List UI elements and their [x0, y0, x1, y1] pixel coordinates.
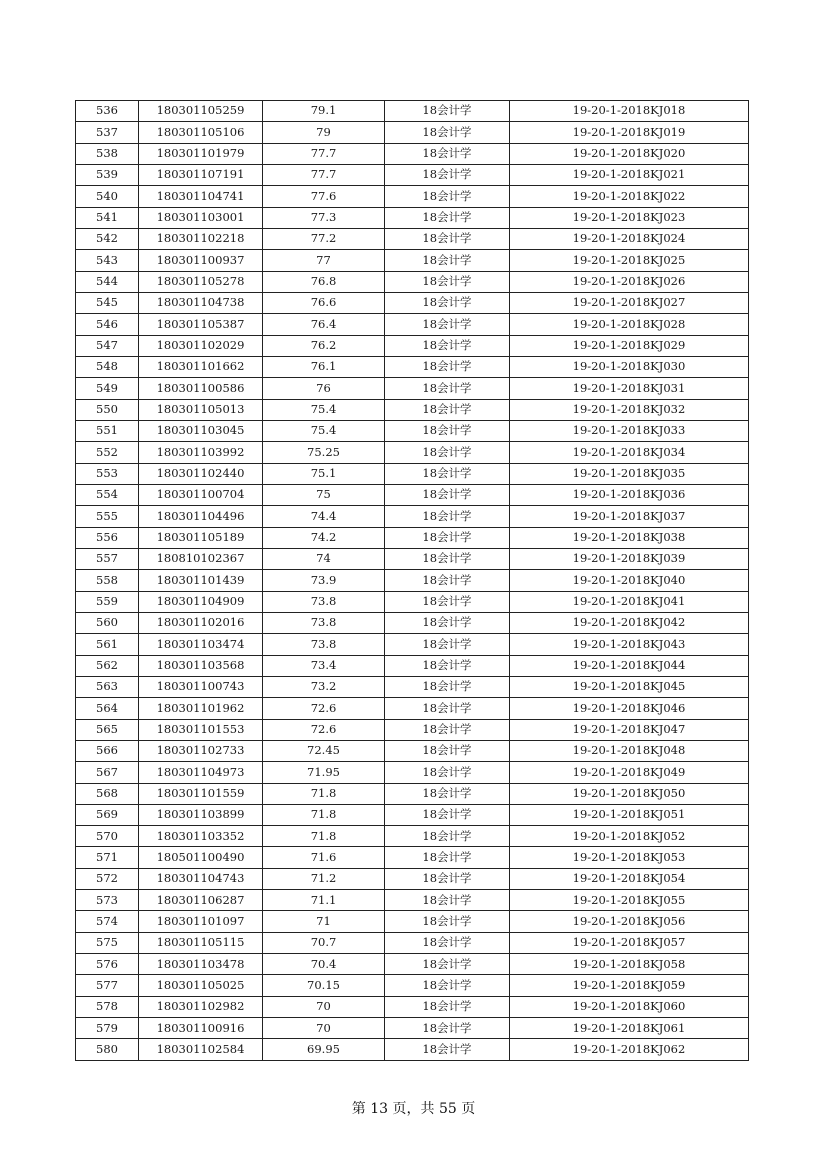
class-name-cell: 18会计学 [385, 954, 510, 975]
student-id-cell: 180301101553 [139, 719, 263, 740]
row-number-cell: 540 [76, 186, 139, 207]
student-id-cell: 180301105115 [139, 932, 263, 953]
table-row [76, 676, 749, 697]
record-code-cell: 19-20-1-2018KJ022 [510, 186, 749, 207]
row-number-cell: 547 [76, 335, 139, 356]
score-cell: 77.7 [263, 164, 385, 185]
row-number-cell: 559 [76, 591, 139, 612]
score-cell: 71.6 [263, 847, 385, 868]
student-id-cell: 180301102029 [139, 335, 263, 356]
row-number-cell: 557 [76, 548, 139, 569]
table-row [76, 740, 749, 761]
student-id-cell: 180301100916 [139, 1018, 263, 1039]
score-cell: 73.8 [263, 612, 385, 633]
row-number-cell: 571 [76, 847, 139, 868]
student-id-cell: 180301102982 [139, 996, 263, 1017]
row-number-cell: 555 [76, 506, 139, 527]
score-cell: 71.1 [263, 890, 385, 911]
row-number-cell: 554 [76, 484, 139, 505]
class-name-cell: 18会计学 [385, 570, 510, 591]
row-number-cell: 580 [76, 1039, 139, 1060]
score-cell: 71.8 [263, 783, 385, 804]
table-row [76, 207, 749, 228]
class-name-cell: 18会计学 [385, 207, 510, 228]
score-cell: 70.7 [263, 932, 385, 953]
student-id-cell: 180301105106 [139, 122, 263, 143]
class-name-cell: 18会计学 [385, 378, 510, 399]
table-row [76, 122, 749, 143]
score-cell: 77.3 [263, 207, 385, 228]
student-id-cell: 180301107191 [139, 164, 263, 185]
record-code-cell: 19-20-1-2018KJ060 [510, 996, 749, 1017]
record-code-cell: 19-20-1-2018KJ043 [510, 634, 749, 655]
score-cell: 76.1 [263, 356, 385, 377]
record-code-cell: 19-20-1-2018KJ061 [510, 1018, 749, 1039]
score-table [75, 100, 749, 1061]
row-number-cell: 568 [76, 783, 139, 804]
student-id-cell: 180301101962 [139, 698, 263, 719]
score-cell: 77.2 [263, 228, 385, 249]
score-cell: 72.6 [263, 698, 385, 719]
score-cell: 71.95 [263, 762, 385, 783]
table-row [76, 996, 749, 1017]
class-name-cell: 18会计学 [385, 634, 510, 655]
record-code-cell: 19-20-1-2018KJ059 [510, 975, 749, 996]
class-name-cell: 18会计学 [385, 655, 510, 676]
student-id-cell: 180301101979 [139, 143, 263, 164]
score-cell: 77.7 [263, 143, 385, 164]
score-cell: 72.45 [263, 740, 385, 761]
table-row [76, 356, 749, 377]
table-row [76, 826, 749, 847]
record-code-cell: 19-20-1-2018KJ045 [510, 676, 749, 697]
score-cell: 72.6 [263, 719, 385, 740]
record-code-cell: 19-20-1-2018KJ037 [510, 506, 749, 527]
score-cell: 75.4 [263, 399, 385, 420]
score-cell: 71.8 [263, 804, 385, 825]
table-row [76, 932, 749, 953]
student-id-cell: 180301103001 [139, 207, 263, 228]
record-code-cell: 19-20-1-2018KJ032 [510, 399, 749, 420]
row-number-cell: 563 [76, 676, 139, 697]
row-number-cell: 572 [76, 868, 139, 889]
row-number-cell: 549 [76, 378, 139, 399]
table-row [76, 634, 749, 655]
student-id-cell: 180301101439 [139, 570, 263, 591]
record-code-cell: 19-20-1-2018KJ055 [510, 890, 749, 911]
score-cell: 75.4 [263, 420, 385, 441]
table-row [76, 890, 749, 911]
student-id-cell: 180301105189 [139, 527, 263, 548]
record-code-cell: 19-20-1-2018KJ029 [510, 335, 749, 356]
record-code-cell: 19-20-1-2018KJ049 [510, 762, 749, 783]
student-id-cell: 180301103899 [139, 804, 263, 825]
score-cell: 79.1 [263, 101, 385, 122]
table-row [76, 271, 749, 292]
table-row [76, 314, 749, 335]
table-row [76, 228, 749, 249]
student-id-cell: 180301101097 [139, 911, 263, 932]
record-code-cell: 19-20-1-2018KJ058 [510, 954, 749, 975]
record-code-cell: 19-20-1-2018KJ025 [510, 250, 749, 271]
table-row [76, 506, 749, 527]
row-number-cell: 574 [76, 911, 139, 932]
class-name-cell: 18会计学 [385, 868, 510, 889]
score-cell: 73.8 [263, 591, 385, 612]
student-id-cell: 180301103568 [139, 655, 263, 676]
row-number-cell: 544 [76, 271, 139, 292]
student-id-cell: 180301103045 [139, 420, 263, 441]
record-code-cell: 19-20-1-2018KJ031 [510, 378, 749, 399]
score-cell: 74 [263, 548, 385, 569]
row-number-cell: 578 [76, 996, 139, 1017]
page-footer: 第 13 页，共 55 页 [351, 1101, 476, 1117]
class-name-cell: 18会计学 [385, 506, 510, 527]
class-name-cell: 18会计学 [385, 804, 510, 825]
row-number-cell: 560 [76, 612, 139, 633]
score-cell: 71.8 [263, 826, 385, 847]
record-code-cell: 19-20-1-2018KJ051 [510, 804, 749, 825]
table-row [76, 548, 749, 569]
record-code-cell: 19-20-1-2018KJ038 [510, 527, 749, 548]
score-cell: 76.8 [263, 271, 385, 292]
row-number-cell: 566 [76, 740, 139, 761]
class-name-cell: 18会计学 [385, 101, 510, 122]
table-row [76, 698, 749, 719]
score-cell: 75.1 [263, 463, 385, 484]
row-number-cell: 550 [76, 399, 139, 420]
score-cell: 76.4 [263, 314, 385, 335]
class-name-cell: 18会计学 [385, 548, 510, 569]
table-row [76, 975, 749, 996]
score-cell: 71 [263, 911, 385, 932]
class-name-cell: 18会计学 [385, 271, 510, 292]
record-code-cell: 19-20-1-2018KJ018 [510, 101, 749, 122]
row-number-cell: 575 [76, 932, 139, 953]
record-code-cell: 19-20-1-2018KJ044 [510, 655, 749, 676]
table-row [76, 591, 749, 612]
table-row [76, 954, 749, 975]
score-cell: 79 [263, 122, 385, 143]
class-name-cell: 18会计学 [385, 740, 510, 761]
score-cell: 71.2 [263, 868, 385, 889]
student-id-cell: 180301100937 [139, 250, 263, 271]
student-id-cell: 180301104973 [139, 762, 263, 783]
student-id-cell: 180301104738 [139, 292, 263, 313]
record-code-cell: 19-20-1-2018KJ019 [510, 122, 749, 143]
class-name-cell: 18会计学 [385, 676, 510, 697]
record-code-cell: 19-20-1-2018KJ050 [510, 783, 749, 804]
class-name-cell: 18会计学 [385, 911, 510, 932]
row-number-cell: 542 [76, 228, 139, 249]
class-name-cell: 18会计学 [385, 975, 510, 996]
score-cell: 73.8 [263, 634, 385, 655]
table-row [76, 101, 749, 122]
record-code-cell: 19-20-1-2018KJ053 [510, 847, 749, 868]
class-name-cell: 18会计学 [385, 762, 510, 783]
table-row [76, 250, 749, 271]
class-name-cell: 18会计学 [385, 1039, 510, 1060]
class-name-cell: 18会计学 [385, 228, 510, 249]
class-name-cell: 18会计学 [385, 164, 510, 185]
student-id-cell: 180301102218 [139, 228, 263, 249]
record-code-cell: 19-20-1-2018KJ028 [510, 314, 749, 335]
table-row [76, 378, 749, 399]
score-cell: 76.6 [263, 292, 385, 313]
record-code-cell: 19-20-1-2018KJ057 [510, 932, 749, 953]
table-row [76, 527, 749, 548]
class-name-cell: 18会计学 [385, 527, 510, 548]
student-id-cell: 180301105278 [139, 271, 263, 292]
class-name-cell: 18会计学 [385, 612, 510, 633]
table-row [76, 143, 749, 164]
record-code-cell: 19-20-1-2018KJ035 [510, 463, 749, 484]
row-number-cell: 577 [76, 975, 139, 996]
record-code-cell: 19-20-1-2018KJ040 [510, 570, 749, 591]
row-number-cell: 546 [76, 314, 139, 335]
row-number-cell: 576 [76, 954, 139, 975]
score-cell: 74.2 [263, 527, 385, 548]
record-code-cell: 19-20-1-2018KJ041 [510, 591, 749, 612]
table-row [76, 399, 749, 420]
score-cell: 70.4 [263, 954, 385, 975]
class-name-cell: 18会计学 [385, 335, 510, 356]
row-number-cell: 552 [76, 442, 139, 463]
row-number-cell: 536 [76, 101, 139, 122]
record-code-cell: 19-20-1-2018KJ048 [510, 740, 749, 761]
table-row [76, 292, 749, 313]
record-code-cell: 19-20-1-2018KJ021 [510, 164, 749, 185]
record-code-cell: 19-20-1-2018KJ039 [510, 548, 749, 569]
class-name-cell: 18会计学 [385, 847, 510, 868]
student-id-cell: 180301100704 [139, 484, 263, 505]
table-row [76, 868, 749, 889]
score-cell: 77.6 [263, 186, 385, 207]
student-id-cell: 180301103352 [139, 826, 263, 847]
score-cell: 75 [263, 484, 385, 505]
class-name-cell: 18会计学 [385, 356, 510, 377]
record-code-cell: 19-20-1-2018KJ046 [510, 698, 749, 719]
class-name-cell: 18会计学 [385, 420, 510, 441]
student-id-cell: 180301101662 [139, 356, 263, 377]
class-name-cell: 18会计学 [385, 186, 510, 207]
row-number-cell: 564 [76, 698, 139, 719]
table-row [76, 1018, 749, 1039]
row-number-cell: 562 [76, 655, 139, 676]
score-cell: 73.4 [263, 655, 385, 676]
score-cell: 75.25 [263, 442, 385, 463]
score-cell: 70.15 [263, 975, 385, 996]
class-name-cell: 18会计学 [385, 783, 510, 804]
table-row [76, 186, 749, 207]
table-row [76, 804, 749, 825]
score-cell: 73.9 [263, 570, 385, 591]
class-name-cell: 18会计学 [385, 591, 510, 612]
student-id-cell: 180301104496 [139, 506, 263, 527]
class-name-cell: 18会计学 [385, 250, 510, 271]
row-number-cell: 565 [76, 719, 139, 740]
table-row [76, 612, 749, 633]
table-row [76, 570, 749, 591]
student-id-cell: 180501100490 [139, 847, 263, 868]
class-name-cell: 18会计学 [385, 996, 510, 1017]
score-cell: 70 [263, 1018, 385, 1039]
student-id-cell: 180301103992 [139, 442, 263, 463]
record-code-cell: 19-20-1-2018KJ047 [510, 719, 749, 740]
student-id-cell: 180301104743 [139, 868, 263, 889]
row-number-cell: 551 [76, 420, 139, 441]
row-number-cell: 537 [76, 122, 139, 143]
table-row [76, 335, 749, 356]
table-row [76, 783, 749, 804]
row-number-cell: 569 [76, 804, 139, 825]
student-id-cell: 180301105013 [139, 399, 263, 420]
class-name-cell: 18会计学 [385, 314, 510, 335]
record-code-cell: 19-20-1-2018KJ024 [510, 228, 749, 249]
record-code-cell: 19-20-1-2018KJ042 [510, 612, 749, 633]
student-id-cell: 180810102367 [139, 548, 263, 569]
score-cell: 70 [263, 996, 385, 1017]
row-number-cell: 541 [76, 207, 139, 228]
student-id-cell: 180301103474 [139, 634, 263, 655]
table-row [76, 1039, 749, 1060]
record-code-cell: 19-20-1-2018KJ036 [510, 484, 749, 505]
student-id-cell: 180301104909 [139, 591, 263, 612]
row-number-cell: 561 [76, 634, 139, 655]
row-number-cell: 567 [76, 762, 139, 783]
table-row [76, 911, 749, 932]
class-name-cell: 18会计学 [385, 399, 510, 420]
row-number-cell: 539 [76, 164, 139, 185]
class-name-cell: 18会计学 [385, 932, 510, 953]
student-id-cell: 180301100586 [139, 378, 263, 399]
score-table-body [76, 101, 749, 1061]
class-name-cell: 18会计学 [385, 122, 510, 143]
class-name-cell: 18会计学 [385, 292, 510, 313]
score-cell: 77 [263, 250, 385, 271]
record-code-cell: 19-20-1-2018KJ023 [510, 207, 749, 228]
row-number-cell: 573 [76, 890, 139, 911]
table-row [76, 164, 749, 185]
class-name-cell: 18会计学 [385, 484, 510, 505]
row-number-cell: 553 [76, 463, 139, 484]
student-id-cell: 180301102016 [139, 612, 263, 633]
record-code-cell: 19-20-1-2018KJ034 [510, 442, 749, 463]
record-code-cell: 19-20-1-2018KJ020 [510, 143, 749, 164]
student-id-cell: 180301106287 [139, 890, 263, 911]
student-id-cell: 180301100743 [139, 676, 263, 697]
student-id-cell: 180301102440 [139, 463, 263, 484]
row-number-cell: 543 [76, 250, 139, 271]
record-code-cell: 19-20-1-2018KJ027 [510, 292, 749, 313]
class-name-cell: 18会计学 [385, 890, 510, 911]
row-number-cell: 579 [76, 1018, 139, 1039]
student-id-cell: 180301105259 [139, 101, 263, 122]
record-code-cell: 19-20-1-2018KJ033 [510, 420, 749, 441]
table-row [76, 847, 749, 868]
row-number-cell: 556 [76, 527, 139, 548]
record-code-cell: 19-20-1-2018KJ030 [510, 356, 749, 377]
row-number-cell: 548 [76, 356, 139, 377]
row-number-cell: 558 [76, 570, 139, 591]
row-number-cell: 545 [76, 292, 139, 313]
class-name-cell: 18会计学 [385, 826, 510, 847]
student-id-cell: 180301102584 [139, 1039, 263, 1060]
student-id-cell: 180301103478 [139, 954, 263, 975]
score-cell: 73.2 [263, 676, 385, 697]
record-code-cell: 19-20-1-2018KJ056 [510, 911, 749, 932]
class-name-cell: 18会计学 [385, 143, 510, 164]
table-row [76, 484, 749, 505]
score-cell: 76.2 [263, 335, 385, 356]
student-id-cell: 180301101559 [139, 783, 263, 804]
record-code-cell: 19-20-1-2018KJ054 [510, 868, 749, 889]
table-row [76, 719, 749, 740]
class-name-cell: 18会计学 [385, 1018, 510, 1039]
score-cell: 76 [263, 378, 385, 399]
table-row [76, 420, 749, 441]
table-row [76, 655, 749, 676]
record-code-cell: 19-20-1-2018KJ052 [510, 826, 749, 847]
student-id-cell: 180301105025 [139, 975, 263, 996]
row-number-cell: 570 [76, 826, 139, 847]
record-code-cell: 19-20-1-2018KJ062 [510, 1039, 749, 1060]
class-name-cell: 18会计学 [385, 442, 510, 463]
student-id-cell: 180301104741 [139, 186, 263, 207]
table-row [76, 442, 749, 463]
student-id-cell: 180301102733 [139, 740, 263, 761]
class-name-cell: 18会计学 [385, 719, 510, 740]
table-row [76, 463, 749, 484]
record-code-cell: 19-20-1-2018KJ026 [510, 271, 749, 292]
class-name-cell: 18会计学 [385, 698, 510, 719]
table-row [76, 762, 749, 783]
score-cell: 74.4 [263, 506, 385, 527]
score-cell: 69.95 [263, 1039, 385, 1060]
student-id-cell: 180301105387 [139, 314, 263, 335]
row-number-cell: 538 [76, 143, 139, 164]
class-name-cell: 18会计学 [385, 463, 510, 484]
